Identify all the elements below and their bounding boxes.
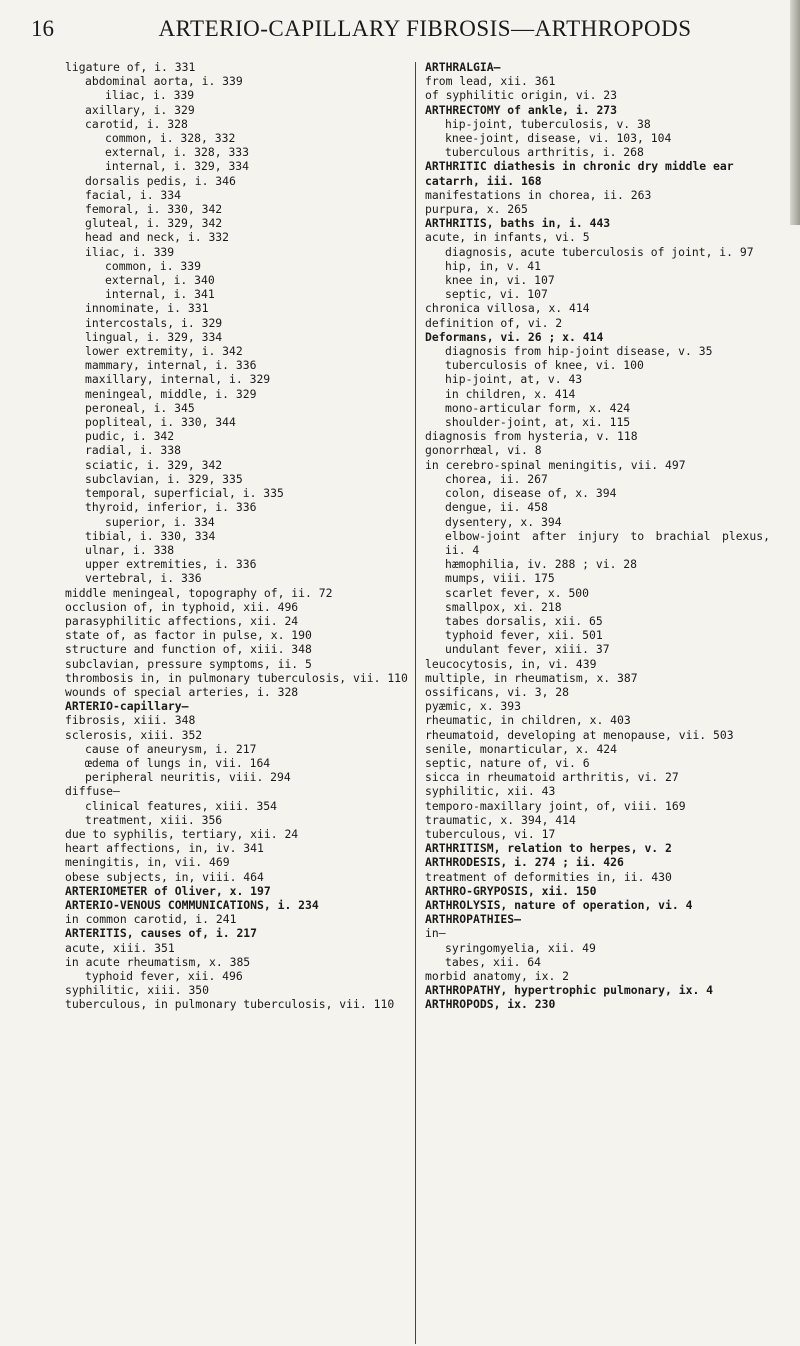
- index-entry: temporal, superficial, i. 335: [85, 486, 284, 501]
- index-entry: dysentery, x. 394: [445, 514, 562, 529]
- index-entry: in cerebro-spinal meningitis, vii. 497: [425, 457, 686, 472]
- index-entry: scarlet fever, x. 500: [445, 585, 590, 600]
- index-entry: typhoid fever, xii. 501: [445, 628, 603, 643]
- index-entry: intercostals, i. 329: [85, 315, 223, 330]
- index-entry: dorsalis pedis, i. 346: [85, 173, 236, 188]
- index-entry: shoulder-joint, at, xi. 115: [445, 415, 631, 430]
- index-entry: lingual, i. 329, 334: [85, 329, 223, 344]
- index-heading: ARTHROLYSIS, nature of operation, vi. 4: [425, 897, 693, 912]
- index-entry: knee in, vi. 107: [445, 273, 555, 288]
- index-entry: acute, in infants, vi. 5: [425, 230, 590, 245]
- index-entry: iliac, i. 339: [105, 88, 195, 103]
- index-heading: ARTHRITIC diathesis in chronic dry middle ear catarrh, iii. 168: [425, 159, 734, 188]
- index-entry: multiple, in rheumatism, x. 387: [425, 670, 638, 685]
- index-heading: ARTHRITISM, relation to herpes, v. 2: [425, 841, 672, 856]
- index-entry: septic, vi. 107: [445, 287, 548, 302]
- index-entry: acute, xiii. 351: [65, 940, 175, 955]
- index-entry: axillary, i. 329: [85, 102, 195, 117]
- index-entry: leucocytosis, in, vi. 439: [425, 656, 597, 671]
- index-entry: hip-joint, at, v. 43: [445, 372, 583, 387]
- index-entry: colon, disease of, x. 394: [445, 486, 617, 501]
- index-heading: Deformans, vi. 26 ; x. 414: [425, 329, 604, 344]
- index-entry: parasyphilitic affections, xii. 24: [65, 613, 299, 628]
- index-entry: peroneal, i. 345: [85, 400, 195, 415]
- index-entry: subclavian, i. 329, 335: [85, 471, 243, 486]
- index-entry: knee-joint, disease, vi. 103, 104: [445, 131, 672, 146]
- index-entry: subclavian, pressure symptoms, ii. 5: [65, 656, 312, 671]
- index-entry: tuberculous arthritis, i. 268: [445, 145, 644, 160]
- index-heading: ARTHROPATHY, hypertrophic pulmonary, ix. 4: [425, 983, 714, 998]
- index-entry: hip, in, v. 41: [445, 258, 542, 273]
- index-entry: meningitis, in, vii. 469: [65, 855, 230, 870]
- index-entry: of syphilitic origin, vi. 23: [425, 88, 618, 103]
- index-entry: morbid anatomy, ix. 2: [425, 969, 570, 983]
- index-entry: tibial, i. 330, 334: [85, 528, 216, 543]
- index-heading: ARTHROPODS, ix. 230: [425, 997, 556, 1012]
- index-entry: pudic, i. 342: [85, 429, 175, 444]
- index-entry: tabes, xii. 64: [445, 954, 542, 969]
- index-entry: ligature of, i. 331: [65, 60, 196, 74]
- index-entry: head and neck, i. 332: [85, 230, 230, 245]
- index-heading: ARTERIOMETER of Oliver, x. 197: [65, 883, 271, 898]
- index-entry: purpura, x. 265: [425, 202, 528, 217]
- index-entry: sicca in rheumatoid arthritis, vi. 27: [425, 770, 679, 785]
- index-entry: in—: [425, 926, 446, 941]
- index-entry: tuberculous, vi. 17: [425, 826, 556, 841]
- index-entry: superior, i. 334: [105, 514, 215, 529]
- index-entry: œdema of lungs in, vii. 164: [85, 755, 271, 770]
- index-entry: hip-joint, tuberculosis, v. 38: [445, 116, 651, 131]
- index-entry: manifestations in chorea, ii. 263: [425, 187, 652, 202]
- index-heading: ARTERITIS, causes of, i. 217: [65, 926, 258, 941]
- index-entry: syphilitic, xiii. 350: [65, 983, 210, 998]
- index-entry: gluteal, i. 329, 342: [85, 216, 223, 231]
- page-edge-tab: [790, 0, 800, 225]
- index-entry: common, i. 339: [105, 258, 202, 273]
- index-entry: radial, i. 338: [85, 443, 182, 458]
- page-number: 16: [31, 16, 54, 41]
- index-entry: traumatic, x. 394, 414: [425, 812, 576, 827]
- index-heading: ARTHRITIS, baths in, i. 443: [425, 216, 611, 231]
- index-entry: smallpox, xi. 218: [445, 599, 562, 614]
- index-entry: occlusion of, in typhoid, xii. 496: [65, 599, 299, 614]
- index-entry: tabes dorsalis, xii. 65: [445, 613, 603, 628]
- index-entry: facial, i. 334: [85, 187, 182, 202]
- index-entry: definition of, vi. 2: [425, 315, 563, 330]
- index-entry: temporo-maxillary joint, of, viii. 169: [425, 798, 686, 813]
- index-entry: mono-articular form, x. 424: [445, 400, 631, 415]
- index-heading: ARTHRALGIA—: [425, 60, 501, 74]
- index-entry: external, i. 328, 333: [105, 145, 250, 160]
- index-entry: maxillary, internal, i. 329: [85, 372, 271, 387]
- index-entry: sciatic, i. 329, 342: [85, 457, 223, 472]
- index-entry: pyæmic, x. 393: [425, 699, 522, 714]
- index-entry: popliteal, i. 330, 344: [85, 415, 236, 430]
- index-entry: lower extremity, i. 342: [85, 344, 243, 359]
- index-entry: septic, nature of, vi. 6: [425, 755, 590, 770]
- index-entry: from lead, xii. 361: [425, 74, 556, 89]
- index-entry: tuberculosis of knee, vi. 100: [445, 358, 644, 373]
- running-head: ARTERIO-CAPILLARY FIBROSIS—ARTHROPODS: [158, 16, 692, 41]
- index-entry: abdominal aorta, i. 339: [85, 74, 243, 89]
- index-entry: state of, as factor in pulse, x. 190: [65, 628, 312, 643]
- index-entry: femoral, i. 330, 342: [85, 202, 223, 217]
- index-column-right: [425, 60, 770, 1012]
- index-heading: ARTERIO-VENOUS COMMUNICATIONS, i. 234: [65, 897, 319, 912]
- index-entry: in common carotid, i. 241: [65, 912, 237, 927]
- index-entry: senile, monarticular, x. 424: [425, 741, 618, 756]
- index-entry: mumps, viii. 175: [445, 571, 555, 586]
- index-entry: dengue, ii. 458: [445, 500, 548, 515]
- index-entry: sclerosis, xiii. 352: [65, 727, 203, 742]
- index-entry: meningeal, middle, i. 329: [85, 386, 257, 401]
- index-heading: ARTHROPATHIES—: [425, 912, 522, 927]
- index-entry: innominate, i. 331: [85, 301, 209, 316]
- index-entry: thrombosis in, in pulmonary tuberculosis, vii. 110: [65, 670, 408, 685]
- index-entry: peripheral neuritis, viii. 294: [85, 770, 291, 785]
- index-entry: diffuse—: [65, 784, 120, 799]
- index-heading: ARTHRODESIS, i. 274 ; ii. 426: [425, 855, 624, 870]
- column-divider: [415, 62, 416, 1344]
- index-entry: vertebral, i. 336: [85, 571, 202, 586]
- index-entry: internal, i. 329, 334: [105, 159, 250, 174]
- index-entry: syringomyelia, xii. 49: [445, 940, 596, 955]
- index-entry: elbow-joint after injury to brachial plexus, ii. 4: [445, 528, 770, 557]
- index-entry: tuberculous, in pulmonary tuberculosis, vii. 110: [65, 997, 395, 1012]
- index-entry: fibrosis, xiii. 348: [65, 713, 196, 728]
- index-entry: diagnosis from hysteria, v. 118: [425, 429, 638, 444]
- index-entry: treatment, xiii. 356: [85, 812, 223, 827]
- index-entry: thyroid, inferior, i. 336: [85, 500, 257, 515]
- index-entry: mammary, internal, i. 336: [85, 358, 257, 373]
- index-entry: diagnosis from hip-joint disease, v. 35: [445, 344, 713, 359]
- index-entry: in acute rheumatism, x. 385: [65, 954, 251, 969]
- index-entry: ulnar, i. 338: [85, 542, 175, 557]
- index-heading: ARTHRECTOMY of ankle, i. 273: [425, 102, 618, 117]
- index-entry: common, i. 328, 332: [105, 131, 236, 146]
- index-entry: chorea, ii. 267: [445, 471, 548, 486]
- index-entry: typhoid fever, xii. 496: [85, 969, 243, 983]
- index-entry: carotid, i. 328: [85, 116, 188, 131]
- index-entry: treatment of deformities in, ii. 430: [425, 869, 672, 884]
- index-entry: in children, x. 414: [445, 386, 576, 401]
- index-entry: ossificans, vi. 3, 28: [425, 684, 570, 699]
- index-entry: heart affections, in, iv. 341: [65, 841, 264, 856]
- index-entry: external, i. 340: [105, 273, 215, 288]
- index-entry: obese subjects, in, viii. 464: [65, 869, 264, 884]
- index-entry: rheumatoid, developing at menopause, vii. 503: [425, 727, 734, 742]
- index-entry: middle meningeal, topography of, ii. 72: [65, 585, 333, 600]
- index-entry: chronica villosa, x. 414: [425, 301, 590, 316]
- index-entry: rheumatic, in children, x. 403: [425, 713, 631, 728]
- index-entry: internal, i. 341: [105, 287, 215, 302]
- index-entry: upper extremities, i. 336: [85, 557, 257, 572]
- index-entry: cause of aneurysm, i. 217: [85, 741, 257, 756]
- index-entry: undulant fever, xiii. 37: [445, 642, 610, 657]
- index-heading: ARTHRO-GRYPOSIS, xii. 150: [425, 883, 597, 898]
- index-entry: gonorrhœal, vi. 8: [425, 443, 542, 458]
- index-entry: diagnosis, acute tuberculosis of joint, i. 97: [445, 244, 754, 259]
- index-entry: clinical features, xiii. 354: [85, 798, 278, 813]
- index-entry: structure and function of, xiii. 348: [65, 642, 312, 657]
- index-column-left: [65, 60, 410, 1012]
- index-entry: hæmophilia, iv. 288 ; vi. 28: [445, 557, 638, 572]
- index-heading: ARTERIO-capillary—: [65, 699, 189, 714]
- index-entry: iliac, i. 339: [85, 244, 175, 259]
- index-entry: syphilitic, xii. 43: [425, 784, 556, 799]
- index-entry: due to syphilis, tertiary, xii. 24: [65, 826, 299, 841]
- index-entry: wounds of special arteries, i. 328: [65, 684, 299, 699]
